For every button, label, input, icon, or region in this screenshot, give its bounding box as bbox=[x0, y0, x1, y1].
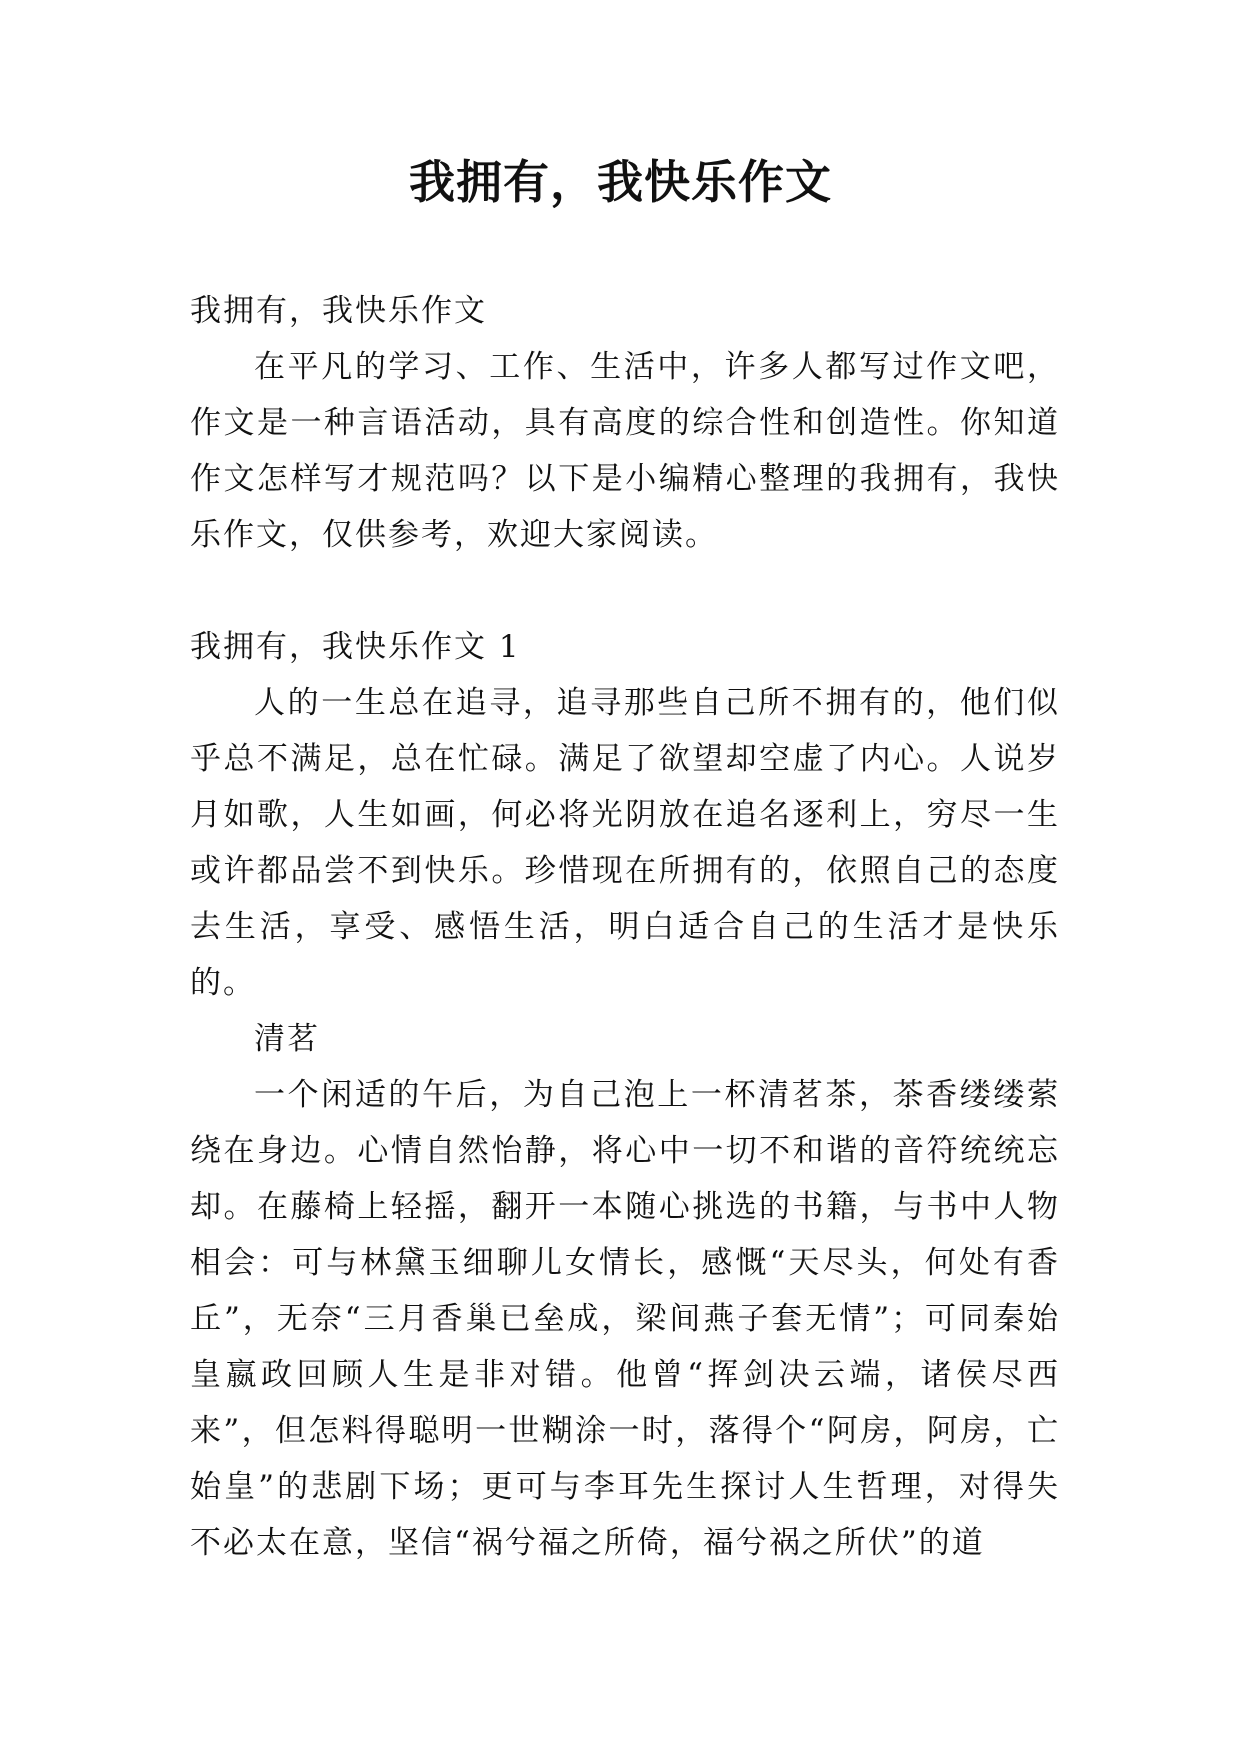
essay-1-subheading: 清茗 bbox=[254, 1021, 320, 1057]
essay-1-paragraph-1: 人的一生总在追寻，追寻那些自己所不拥有的，他们似乎总不满足，总在忙碌。满足了欲望却空虚了内心。人说岁月如歌，人生如画，何必将光阴放在追名逐利上，穷尽一生或许都品尝不到快乐。珍惜现在所拥有的，依照自己的态度去生活，享受、感悟生活，明白适合自己的生活才是快乐的。 bbox=[190, 685, 1060, 1001]
document-body bbox=[190, 283, 1060, 1571]
section-spacer bbox=[190, 563, 1060, 619]
intro-paragraph: 在平凡的学习、工作、生活中，许多人都写过作文吧，作文是一种言语活动，具有高度的综合性和创造性。你知道作文怎样写才规范吗？以下是小编精心整理的我拥有，我快乐作文，仅供参考，欢迎大家阅读。 bbox=[190, 349, 1060, 553]
document-title: 我拥有，我快乐作文 bbox=[409, 155, 832, 209]
intro-heading: 我拥有，我快乐作文 bbox=[190, 293, 487, 329]
essay-1-heading: 我拥有，我快乐作文 1 bbox=[190, 629, 521, 665]
essay-1-paragraph-2: 一个闲适的午后，为自己泡上一杯清茗茶，茶香缕缕萦绕在身边。心情自然怡静，将心中一切不和谐的音符统统忘却。在藤椅上轻摇，翻开一本随心挑选的书籍，与书中人物相会：可与林黛玉细聊儿女情长，感慨“天尽头，何处有香丘”，无奈“三月香巢已垒成，梁间燕子套无情”；可同秦始皇嬴政回顾人生是非对错。他曾“挥剑决云端，诸侯尽西来”，但怎料得聪明一世糊涂一时，落得个“阿房，阿房，亡始皇”的悲剧下场；更可与李耳先生探讨人生哲理，对得失不必太在意，坚信“祸兮福之所倚，福兮祸之所伏”的道 bbox=[190, 1077, 1060, 1561]
